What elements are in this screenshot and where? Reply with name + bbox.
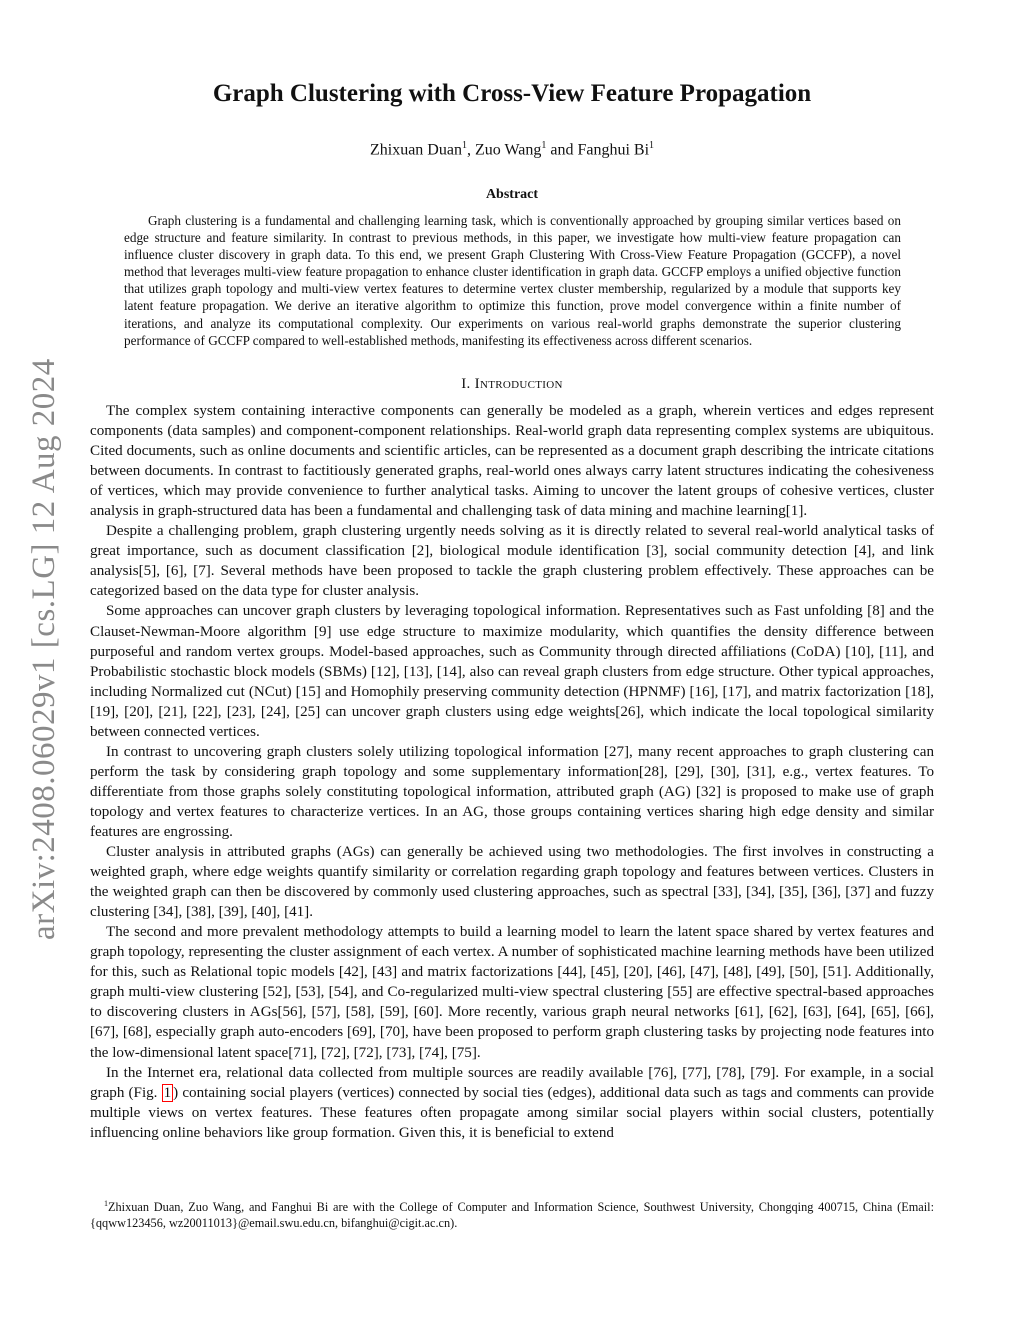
figure-reference-link[interactable]: 1 xyxy=(163,1084,172,1101)
body-paragraph: The second and more prevalent methodology attempts to build a learning model to learn the latent space shared by vertex features and graph topology, representing the cluster assignment of each vertex. A number of sophisticated machine learning methods have been utilized for this, such as Relational topic models [42], [43] and matrix factorizations [44], [45], [20], [46], [47], [48], [49], [50], [51]. Additionally, graph multi-view clustering [52], [53], [54], and Co-regularized multi-view spectral clustering [55] are effective spectral-based approaches to discovering clusters in AGs[56], [57], [58], [59], [60]. More recently, various graph neural networks [61], [62], [63], [64], [65], [66], [67], [68], especially graph auto-encoders [69], [70], have been proposed to perform graph clustering tasks by projecting node features into the low-dimensional latent space[71], [72], [72], [73], [74], [75]. xyxy=(90,924,934,1061)
body-paragraph xyxy=(90,1063,934,1143)
author-affiliation-mark: 1 xyxy=(649,140,655,151)
abstract-text: Graph clustering is a fundamental and challenging learning task, which is conventionally approached by grouping similar vertices based on edge structure and feature similarity. In contrast to previous methods, in this paper, we investigate how multi-view feature propagation can influence cluster discovery in graph data. To this end, we present Graph Clustering With Cross-View Feature Propagation (GCCFP), a novel method that leverages multi-view feature propagation to enhance cluster identification in graph data. GCCFP employs a unified objective function that utilizes graph topology and multi-view vertex features to determine vertex cluster membership, regularized by a module that supports key latent feature propagation. We derive an iterative algorithm to optimize this function, prove model convergence within a finite number of iterations, and analyze its computational complexity. Our experiments on various real-world graphs demonstrate the superior clustering performance of GCCFP compared to well-established methods, manifesting its effectiveness across different scenarios. xyxy=(124,213,901,348)
arxiv-identifier-stamp: arXiv:2408.06029v1 [cs.LG] 12 Aug 2024 xyxy=(26,358,62,940)
paragraph-text: In the Internet era, relational data collected from multiple sources are readily available [76], [77], [78], [79]. For example, in a social graph (Fig. xyxy=(90,1064,934,1101)
section-number: I. xyxy=(461,376,475,392)
body-paragraph: Despite a challenging problem, graph clustering urgently needs solving as it is directly related to several real-world analytical tasks of great importance, such as document classification [2], biological module identification [3], social community detection [4], and link analysis[5], [6], [7]. Several methods have been proposed to tackle the graph clustering problem effectively. These approaches can be categorized based on the data type for cluster analysis. xyxy=(90,523,934,600)
affiliation-footnote xyxy=(90,1196,934,1231)
footnote-mark: 1 xyxy=(104,1199,108,1208)
section-title: Introduction xyxy=(474,376,563,392)
body-paragraph: Some approaches can uncover graph clusters by leveraging topological information. Representatives such as Fast unfolding [8] and the Clauset-Newman-Moore algorithm [9] use edge structure to maximize modularity, which quantifies the density difference between purposeful and random vertex groups. Model-based approaches, such as Community through directed affiliations (CoDA) [10], [11], and Probabilistic stochastic block models (SBMs) [12], [13], [14], also can reveal graph clusters from edge structure. Other typical approaches, including Normalized cut (NCut) [15] and Homophily preserving community detection (HPNMF) [16], [17], and matrix factorization [18], [19], [20], [21], [22], [23], [24], [25] can uncover graph clusters using edge weights[26], which indicate the local topological similarity between connected vertices. xyxy=(90,603,934,740)
body-paragraph: Cluster analysis in attributed graphs (AGs) can generally be achieved using two methodologies. The first involves in constructing a weighted graph, where edge weights quantify similarity or correlation regarding graph topology and features between vertices. Clusters in the weighted graph can then be discovered by commonly used clustering approaches, such as spectral [33], [34], [35], [36], [37] and fuzzy clustering [34], [38], [39], [40], [41]. xyxy=(90,844,934,921)
footnote-text: Zhixuan Duan, Zuo Wang, and Fanghui Bi are with the College of Computer and Information Science, Southwest University, Chongqing 400715, China (Email: {qqww123456, wz20011013}@email.swu.edu.cn, bifanghui@cigit.ac.cn). xyxy=(90,1200,934,1231)
author-affiliation-mark: 1 xyxy=(461,140,467,151)
author-separator: , xyxy=(466,141,475,159)
paper-title: Graph Clustering with Cross-View Feature Propagation xyxy=(212,80,812,107)
author-name: Fanghui Bi xyxy=(577,141,650,159)
body-paragraph: In contrast to uncovering graph clusters solely utilizing topological information [27], many recent approaches to graph clustering can perform the task by considering graph topology and some supplementary information[28], [29], [30], [31], e.g., vertex features. To differentiate from those graphs solely constituting topological information, attributed graph (AG) [32] is proposed to make use of graph topology and vertex features to characterize vertices. In an AG, those groups containing vertices sharing high edge density and similar features are engrossing. xyxy=(90,743,934,840)
author-affiliation-mark: 1 xyxy=(541,140,547,151)
paragraph-text: ) containing social players (vertices) connected by social ties (edges), additional data such as tags and comments can provide multiple views on vertex features. These features often propagate among similar social players within social clusters, potentially influencing online behaviors like group formation. Given this, it is beneficial to extend xyxy=(90,1084,934,1141)
body-text xyxy=(90,401,934,1143)
author-name: Zhixuan Duan xyxy=(369,141,462,159)
section-heading xyxy=(0,376,1024,393)
abstract-heading: Abstract xyxy=(485,187,539,202)
author-name: Zuo Wang xyxy=(474,141,542,159)
body-paragraph: The complex system containing interactive components can generally be modeled as a graph, wherein vertices and edges represent components (data samples) and component-component relationships. Real-world graph data representing complex systems are ubiquitous. Cited documents, such as online documents and scientific articles, can be represented as a document graph describing the intricate citations between documents. In contrast to factitiously generated graphs, real-world ones always carry latent structures indicating the cohesiveness of vertices, which may provide convenience to further analytical tasks. Aiming to uncover the latent groups of cohesive vertices, cluster analysis in graph-structured data has been a fundamental and challenging task of data mining and machine learning[1]. xyxy=(90,403,934,520)
author-list xyxy=(0,140,1024,159)
author-separator: and xyxy=(546,141,578,159)
